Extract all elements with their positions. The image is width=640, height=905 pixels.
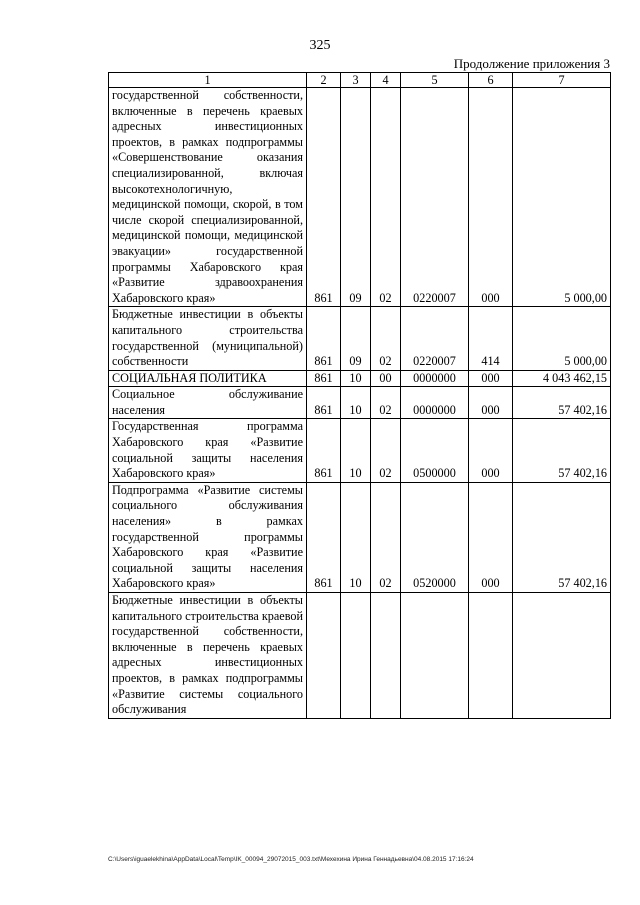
- table-row: [109, 419, 611, 482]
- row-amount: 4 043 462,15: [513, 370, 611, 387]
- row-name: Подпрограмма «Развитие системы социального обслуживания населения» в рамках государственной программы Хабаровского края «Развитие социальной защиты населения Хабаровского края»: [109, 482, 307, 592]
- row-name: Бюджетные инвестиции в объекты капитального строительства краевой государственной собственности, включенные в перечень краевых адресных инвестиционных проектов, в рамках подпрограммы «Развитие системы социального обслуживания: [109, 593, 307, 719]
- continuation-label: Продолжение приложения 3: [453, 56, 610, 71]
- row-ministry-code: [307, 593, 341, 719]
- table-row: [109, 88, 611, 307]
- row-subsection-code: 02: [371, 482, 401, 592]
- row-amount: 5 000,00: [513, 88, 611, 307]
- row-subsection-code: 02: [371, 419, 401, 482]
- row-name: Бюджетные инвестиции в объекты капитального строительства государственной (муниципальной) собственности: [109, 307, 307, 370]
- row-amount: 57 402,16: [513, 482, 611, 592]
- row-ministry-code: 861: [307, 482, 341, 592]
- row-expense-type: 000: [469, 387, 513, 419]
- header-col-6: 6: [469, 73, 513, 88]
- row-ministry-code: 861: [307, 307, 341, 370]
- row-name: государственной собственности, включенные в перечень краевых адресных инвестиционных проектов, в рамках подпрограммы «Совершенствование оказания специализированной, включая высокотехнологичную, медицинской помощи, скорой, в том числе скорой специализированной, медицинской помощи, медицинской эвакуации» государственной программы Хабаровского края «Развитие здравоохранения Хабаровского края»: [109, 88, 307, 307]
- row-amount: 57 402,16: [513, 387, 611, 419]
- row-section-code: 10: [341, 387, 371, 419]
- row-expense-type: 000: [469, 88, 513, 307]
- header-row: [109, 73, 611, 88]
- table-row: [109, 482, 611, 592]
- row-section-code: 10: [341, 419, 371, 482]
- row-amount: [513, 593, 611, 719]
- page-number: 325: [309, 38, 331, 53]
- row-section-code: 10: [341, 482, 371, 592]
- row-name: Государственная программа Хабаровского края «Развитие социальной защиты населения Хабаровского края»: [109, 419, 307, 482]
- header-col-1: 1: [109, 73, 307, 88]
- header-col-5: 5: [401, 73, 469, 88]
- row-section-code: 09: [341, 88, 371, 307]
- header-col-4: 4: [371, 73, 401, 88]
- header-col-2: 2: [307, 73, 341, 88]
- row-target-code: 0000000: [401, 370, 469, 387]
- table-row: [109, 307, 611, 370]
- budget-table: [108, 72, 611, 719]
- table-row: [109, 370, 611, 387]
- row-expense-type: 000: [469, 482, 513, 592]
- row-expense-type: 000: [469, 419, 513, 482]
- row-section-code: [341, 593, 371, 719]
- row-subsection-code: 02: [371, 387, 401, 419]
- row-ministry-code: 861: [307, 387, 341, 419]
- row-ministry-code: 861: [307, 88, 341, 307]
- row-expense-type: 000: [469, 370, 513, 387]
- header-col-7: 7: [513, 73, 611, 88]
- row-subsection-code: 00: [371, 370, 401, 387]
- row-subsection-code: 02: [371, 88, 401, 307]
- row-name: Социальное обслуживание населения: [109, 387, 307, 419]
- row-expense-type: 414: [469, 307, 513, 370]
- row-expense-type: [469, 593, 513, 719]
- row-subsection-code: 02: [371, 307, 401, 370]
- row-subsection-code: [371, 593, 401, 719]
- row-target-code: 0000000: [401, 387, 469, 419]
- header-col-3: 3: [341, 73, 371, 88]
- row-target-code: 0520000: [401, 482, 469, 592]
- file-path-footer: C:\Users\iguaelekhina\AppData\Local\Temp\IK_00094_29072015_003.txt\Мехехина Ирина Геннадьевна\04.08.2015 17:16:24: [108, 856, 474, 863]
- row-ministry-code: 861: [307, 370, 341, 387]
- row-ministry-code: 861: [307, 419, 341, 482]
- table-row: [109, 387, 611, 419]
- row-amount: 57 402,16: [513, 419, 611, 482]
- row-target-code: 0220007: [401, 307, 469, 370]
- table-row: [109, 593, 611, 719]
- row-section-code: 09: [341, 307, 371, 370]
- row-name: СОЦИАЛЬНАЯ ПОЛИТИКА: [109, 370, 307, 387]
- row-target-code: [401, 593, 469, 719]
- row-section-code: 10: [341, 370, 371, 387]
- row-target-code: 0500000: [401, 419, 469, 482]
- row-amount: 5 000,00: [513, 307, 611, 370]
- row-target-code: 0220007: [401, 88, 469, 307]
